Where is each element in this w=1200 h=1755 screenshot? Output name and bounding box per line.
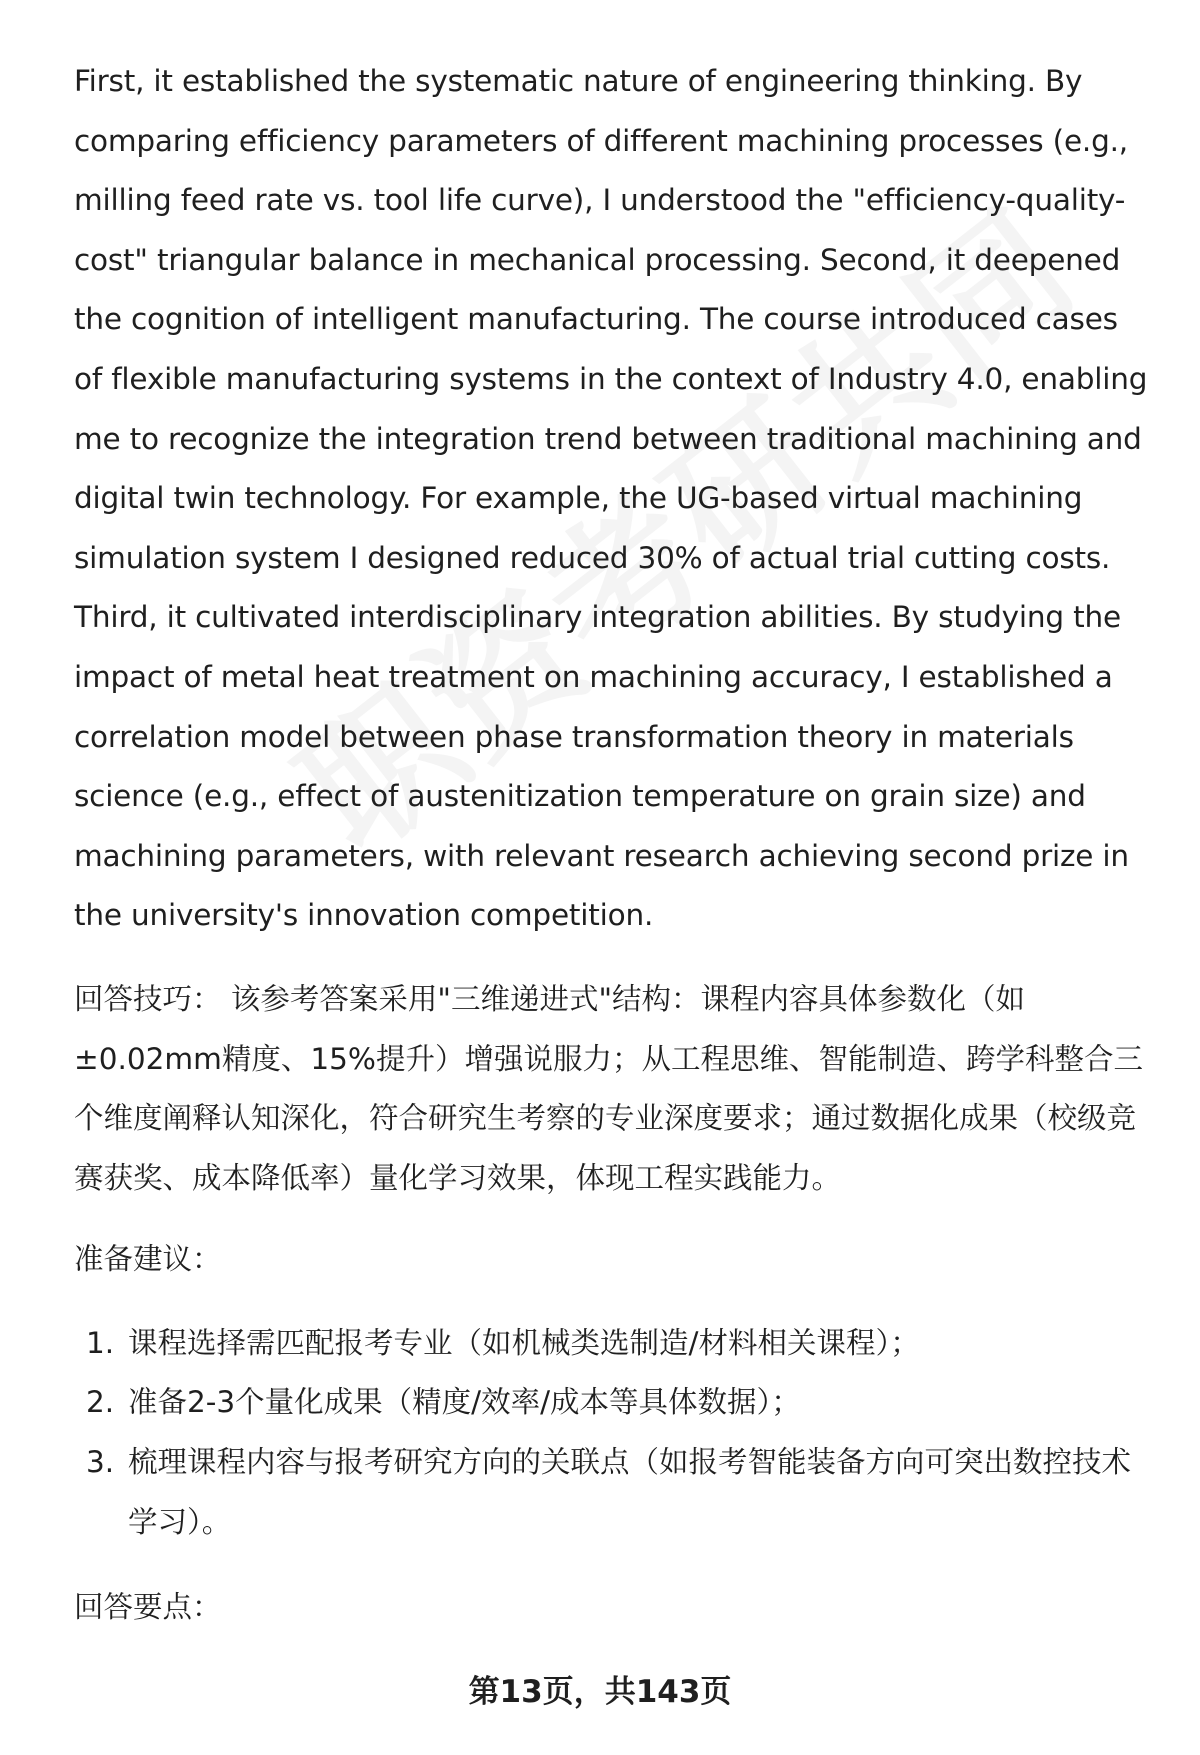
page-number-footer: 第13页，共143页 [468, 1674, 732, 1710]
list-item-text: 准备2-3个量化成果（精度/效率/成本等具体数据）； [128, 1385, 801, 1420]
prep-suggestions-list [74, 1314, 1154, 1552]
prep-suggestions-heading: 准备建议： [74, 1242, 222, 1277]
list-item-number: 3. [86, 1445, 115, 1480]
list-item-number: 1. [86, 1325, 115, 1360]
document-body [74, 52, 1154, 1638]
list-item-text: 课程选择需匹配报考专业（如机械类选制造/材料相关课程）； [128, 1325, 920, 1360]
list-item-text: 梳理课程内容与报考研究方向的关联点（如报考智能装备方向可突出数控技术学习）。 [128, 1445, 1132, 1539]
list-item [74, 1433, 1154, 1552]
list-item [74, 1314, 1154, 1374]
list-item [74, 1373, 1154, 1433]
key-points-heading: 回答要点： [74, 1590, 222, 1625]
english-paragraph: First, it established the systematic nature of engineering thinking. By comparing efficiency parameters of different machining processes (e.g., milling feed rate vs. tool life curve), I understood the "efficiency-quality-cost" triangular balance in mechanical processing. Second, it deepened the cognition of intelligent manufacturing. The course introduced cases of flexible manufacturing systems in the context of Industry 4.0, enabling me to recognize the integration trend between traditional machining and digital twin technology. For example, the UG-based virtual machining simulation system I designed reduced 30% of actual trial cutting costs. Third, it cultivated interdisciplinary integration abilities. By studying the impact of metal heat treatment on machining accuracy, I established a correlation model between phase transformation theory in materials science (e.g., effect of austenitization temperature on grain size) and machining parameters, with relevant research achieving second prize in the university's innovation competition. [74, 64, 1148, 933]
answer-tips-paragraph: 回答技巧： 该参考答案采用"三维递进式"结构：课程内容具体参数化（如±0.02mm精度、15%提升）增强说服力；从工程思维、智能制造、跨学科整合三个维度阐释认知深化，符合研究生考察的专业深度要求；通过数据化成果（校级竞赛获奖、成本降低率）量化学习效果，体现工程实践能力。 [74, 981, 1143, 1195]
list-item-number: 2. [86, 1385, 115, 1420]
